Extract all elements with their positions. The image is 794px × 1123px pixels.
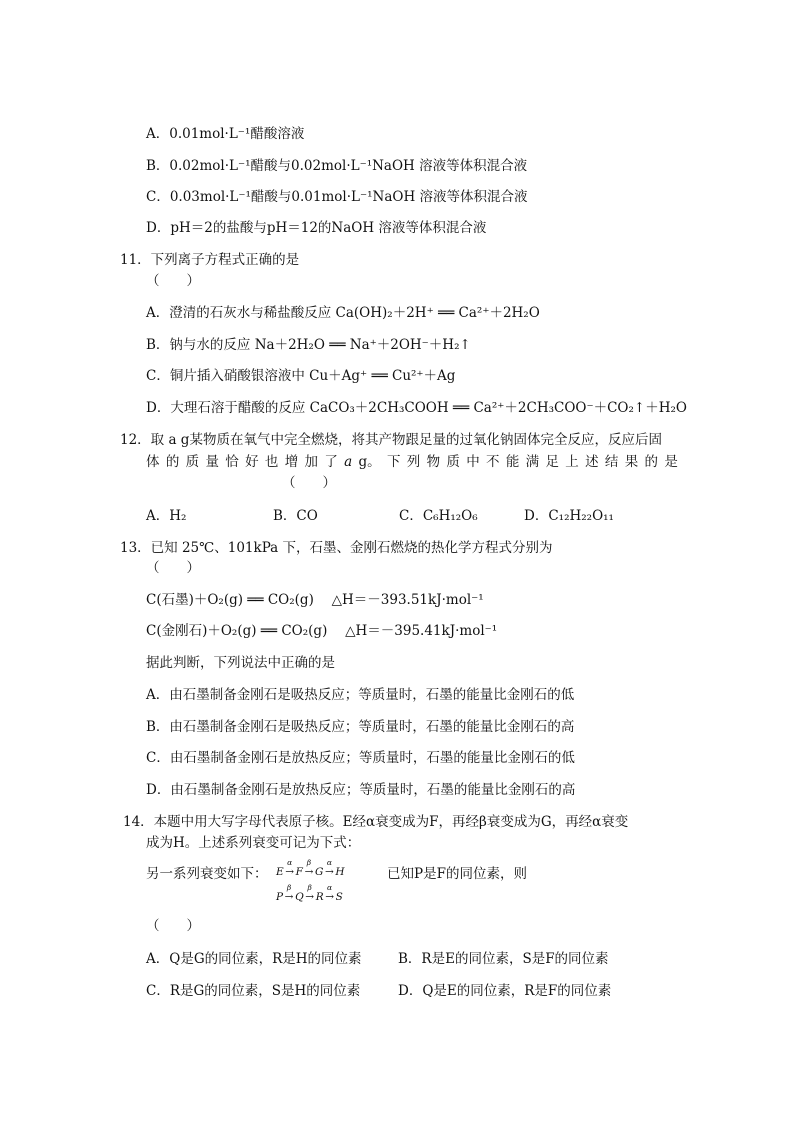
q13-option-c: C．由石墨制备金刚石是放热反应；等质量时，石墨的能量比金刚石的低 [146, 750, 575, 766]
q12-option-d: D．C₁₂H₂₂O₁₁ [524, 508, 614, 524]
q13-option-d: D．由石墨制备金刚石是放热反应；等质量时，石墨的能量比金刚石的高 [146, 782, 576, 798]
q13-option-b: B．由石墨制备金刚石是吸热反应；等质量时，石墨的能量比金刚石的高 [146, 719, 575, 735]
q14-stem-line1: 14．本题中用大写字母代表原子核。E经α衰变成为F，再经β衰变成为G，再经α衰变 [123, 814, 629, 830]
q14-option-c: C．R是G的同位素，S是H的同位素 [146, 983, 361, 999]
q12-stem-line1: 12．取 a g某物质在氧气中完全燃烧，将其产物跟足量的过氧化钠固体完全反应，反应后固 [120, 432, 662, 448]
q14-option-d: D．Q是E的同位素，R是F的同位素 [398, 983, 612, 999]
q12-answer-paren: （ ） [282, 475, 336, 491]
q14-answer-paren: （ ） [146, 918, 200, 934]
q10-option-a: A．0.01mol·L⁻¹醋酸溶液 [146, 126, 305, 142]
q11-option-c: C．铜片插入硝酸银溶液中 Cu＋Ag⁺ ══ Cu²⁺＋Ag [146, 368, 456, 384]
q14-decay-chain-2: P → β Q → β R → α S [276, 883, 343, 903]
q11-option-a: A．澄清的石灰水与稀盐酸反应 Ca(OH)₂＋2H⁺ ══ Ca²⁺＋2H₂O [146, 305, 540, 321]
q13-answer-paren: （ ） [146, 560, 200, 576]
q14-stem-line2: 成为H。上述系列衰变可记为下式： [146, 835, 361, 851]
q13-option-a: A．由石墨制备金刚石是吸热反应；等质量时，石墨的能量比金刚石的低 [146, 687, 575, 703]
q12-stem-line2: 体 的 质 量 恰 好 也 增 加 了 a g。 下 列 物 质 中 不 能 满 足 上 述 结 果 的 是 [146, 454, 678, 470]
q10-option-b: B．0.02mol·L⁻¹醋酸与0.02mol·L⁻¹NaOH 溶液等体积混合液 [146, 158, 528, 174]
q14-decay-chain-1: E → α F → β G → α H [276, 858, 345, 878]
q13-equation-graphite: C(石墨)＋O₂(g) ══ CO₂(g) △H＝－393.51kJ·mol⁻¹ [146, 592, 484, 608]
q11-answer-paren: （ ） [146, 273, 200, 289]
q14-option-b: B．R是E的同位素，S是F的同位素 [398, 951, 609, 967]
q13-judge-prompt: 据此判断，下列说法中正确的是 [146, 655, 335, 671]
q11-stem: 11．下列离子方程式正确的是 [120, 252, 300, 268]
q14-option-a: A．Q是G的同位素，R是H的同位素 [146, 951, 362, 967]
q10-option-c: C．0.03mol·L⁻¹醋酸与0.01mol·L⁻¹NaOH 溶液等体积混合液 [146, 189, 528, 205]
q11-option-b: B．钠与水的反应 Na＋2H₂O ══ Na⁺＋2OH⁻＋H₂↑ [146, 337, 471, 353]
q11-option-d: D．大理石溶于醋酸的反应 CaCO₃＋2CH₃COOH ══ Ca²⁺＋2CH₃COO⁻＋CO₂↑＋H₂O [146, 400, 687, 416]
q13-stem: 13．已知 25℃、101kPa 下，石墨、金刚石燃烧的热化学方程式分别为 [120, 540, 553, 556]
q12-option-b: B．CO [273, 508, 318, 524]
q12-option-a: A．H₂ [146, 508, 187, 524]
q12-option-c: C．C₆H₁₂O₆ [399, 508, 478, 524]
q13-equation-diamond: C(金刚石)＋O₂(g) ══ CO₂(g) △H＝－395.41kJ·mol⁻¹ [146, 623, 498, 639]
q10-option-d: D．pH＝2的盐酸与pH＝12的NaOH 溶液等体积混合液 [146, 220, 487, 236]
q14-other-series-label: 另一系列衰变如下： [146, 866, 268, 882]
q14-known-condition: 已知P是F的同位素，则 [387, 866, 527, 882]
